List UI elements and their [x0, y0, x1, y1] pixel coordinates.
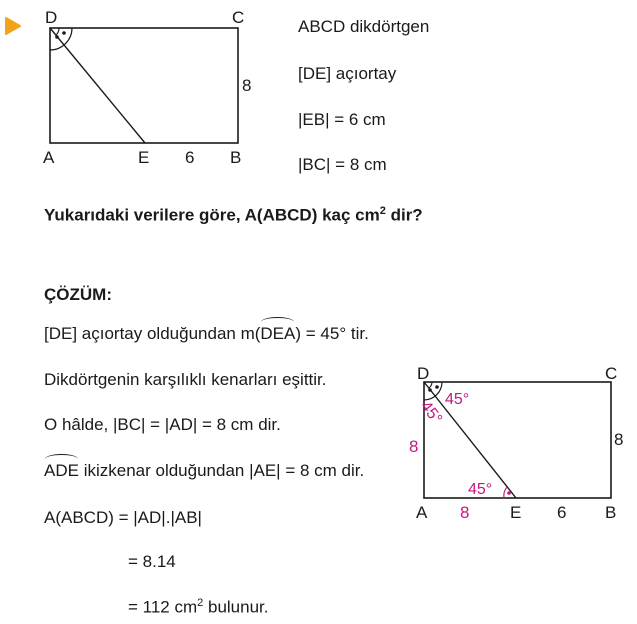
vertex-d-label-2: D	[417, 364, 430, 383]
ad-length-label: 8	[409, 437, 419, 456]
given-bisector: [DE] açıortay	[298, 64, 397, 83]
solution-line-1: [DE] açıortay olduğundan m(DEA) = 45° tir.	[44, 324, 369, 343]
eb-length-label-2: 6	[557, 503, 567, 522]
point-e-label: E	[138, 148, 150, 167]
given-eb: |EB| = 6 cm	[298, 110, 386, 129]
angle-dot	[55, 35, 59, 39]
given-rectangle: ABCD dikdörtgen	[298, 17, 430, 36]
solution-line-3: O hâlde, |BC| = |AD| = 8 cm dir.	[44, 415, 281, 434]
solution-line-5: A(ABCD) = |AD|.|AB|	[44, 508, 202, 527]
vertex-d-label: D	[45, 8, 58, 27]
figure-rectangle-2	[400, 360, 637, 522]
solution-line-4: ADE ikizkenar olduğundan |AE| = 8 cm dir.	[44, 461, 365, 480]
vertex-c-label-2: C	[605, 364, 618, 383]
point-e-label-2: E	[510, 503, 522, 522]
vertex-a-label-2: A	[416, 503, 428, 522]
bc-length-label-2: 8	[614, 430, 624, 449]
vertex-b-label: B	[230, 148, 242, 167]
vertex-b-label-2: B	[605, 503, 617, 522]
angle-diag-label: 45°	[416, 398, 446, 428]
solution-line-2: Dikdörtgenin karşılıklı kenarları eşittir.	[44, 370, 327, 389]
bc-length-label: 8	[242, 76, 252, 95]
given-bc: |BC| = 8 cm	[298, 155, 387, 174]
angle-top-label: 45°	[445, 391, 470, 408]
solution-line-7: = 112 $cm^2$ bulunur.	[128, 597, 269, 617]
question-text: Yukarıdaki verilere göre, A(ABCD) kaç $cm^2$ dir?	[44, 205, 423, 225]
angle-e-label: 45°	[468, 481, 493, 498]
angle-dot	[62, 31, 66, 35]
vertex-c-label: C	[232, 8, 245, 27]
solution-line-6: = 8.14	[128, 552, 176, 571]
rectangle-abcd	[50, 28, 238, 143]
ae-length-label: 8	[460, 503, 470, 522]
vertex-a-label: A	[43, 148, 55, 167]
solution-title: ÇÖZÜM:	[44, 285, 112, 304]
figure-rectangle-1	[0, 0, 290, 175]
eb-length-label: 6	[185, 148, 195, 167]
